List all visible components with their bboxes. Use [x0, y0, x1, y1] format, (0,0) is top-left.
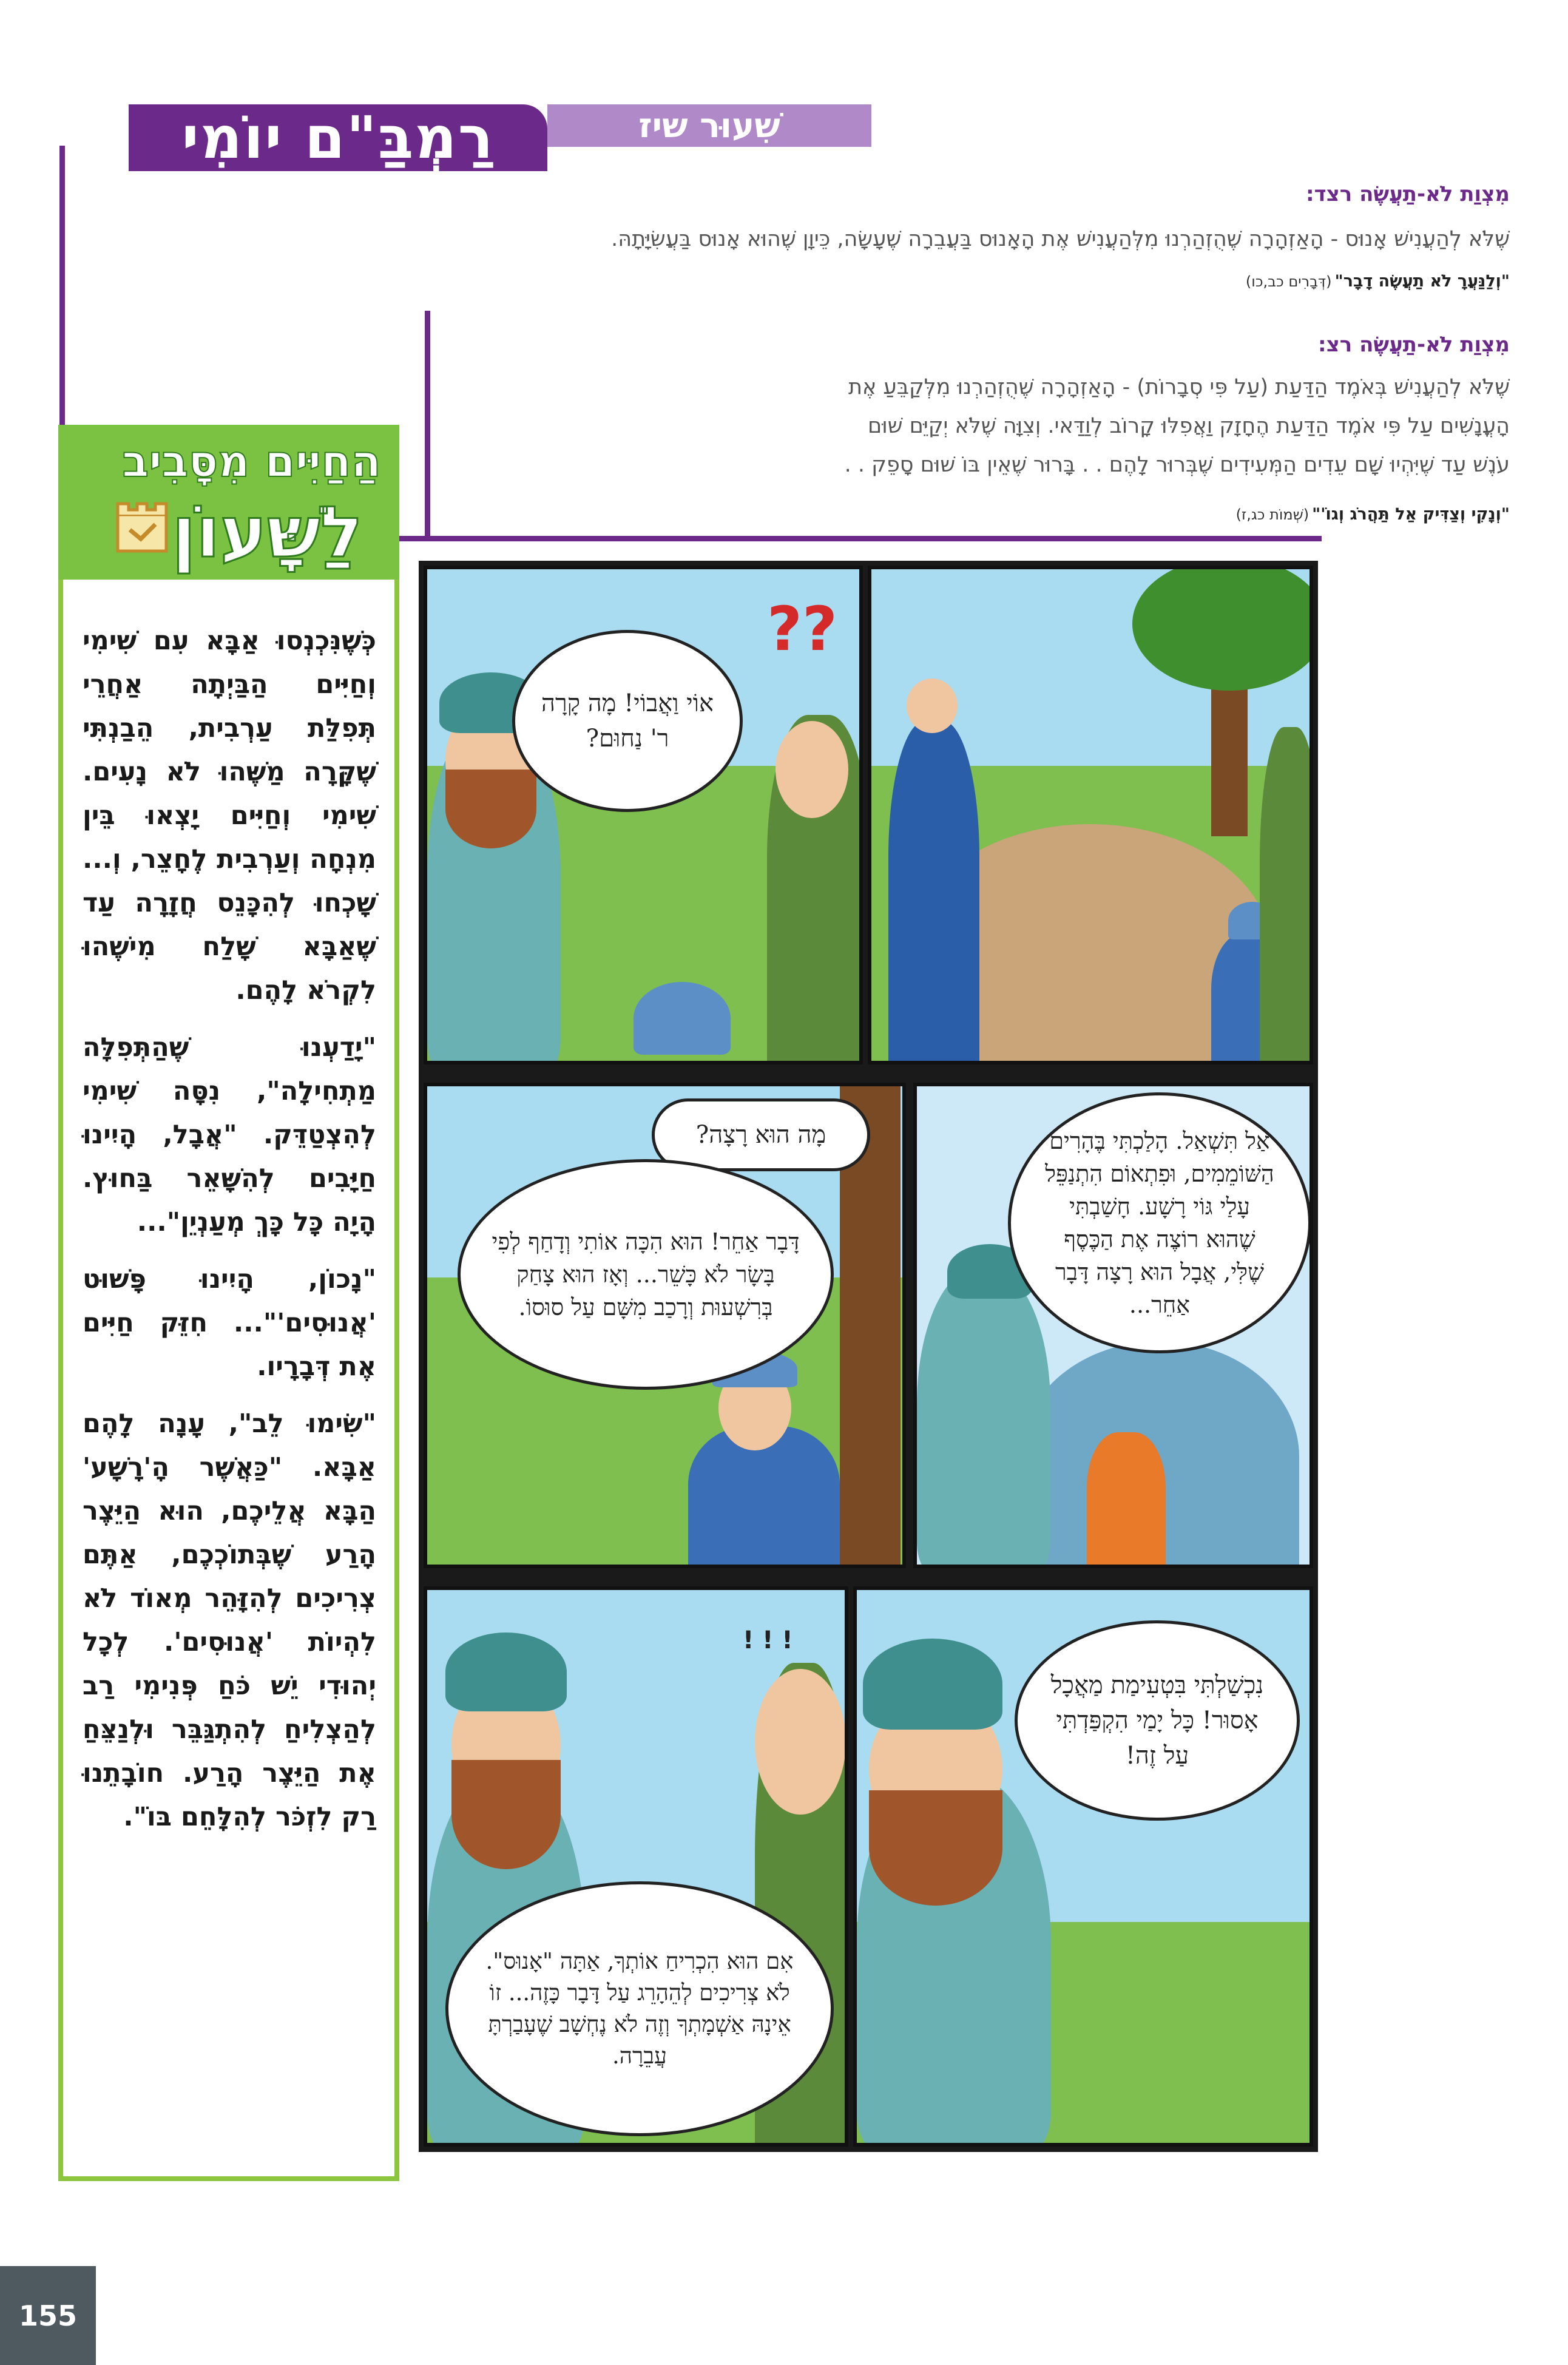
boy-head-kippah	[634, 982, 731, 1055]
injured-man-beard	[445, 770, 536, 848]
comic-panel-6	[424, 1586, 848, 2147]
series-title: רַמְבַּ"ם יוֹמִי	[129, 104, 547, 171]
walking-man-head	[907, 678, 958, 733]
sidebar-banner-top: הַחַיִּים מִסָּבִיב	[122, 436, 381, 487]
comic-panel-5	[853, 1586, 1313, 2147]
speech-bubble: נִכְשַׁלְתִּי בִּטְעִימַת מַאֲכָל אָסוּר! כָּל יָמַי הִקְפַּדְתִּי עַל זֶה!	[1015, 1620, 1300, 1821]
mitzvah-2-verse-line	[1236, 505, 1510, 524]
green-robed-man-head	[755, 1669, 846, 1815]
injured-man-beard	[451, 1760, 561, 1869]
clock-castle-icon	[112, 496, 172, 557]
comic-panel-3	[913, 1083, 1313, 1568]
question-marks: ??	[767, 594, 838, 665]
speech-bubble: דָּבָר אַחֵר! הוּא הִכָּה אוֹתִי וְדָחַף לְפִי בָּשָׂר לֹא כָּשֵׁר... וְאָז הוּא צָחַק בְּרִשְׁעוּת וְרָכַב מִשָּׁם עַל סוּסוֹ.	[458, 1159, 834, 1390]
comic-strip	[419, 561, 1318, 2152]
lesson-label: שִׁעוּר שיז	[547, 104, 871, 147]
attacker-figure	[1087, 1432, 1166, 1568]
speech-bubble: אוֹי וַאֲבוֹי! מָה קָרָה ר' נַחוּם?	[512, 630, 743, 812]
sidebar-paragraph: "נָכוֹן, הָיִינוּ פָּשׁוּט 'אֲנוּסִים'"... חִזֵּק חַיִּים אֶת דְּבָרָיו.	[83, 1264, 376, 1382]
sidebar-paragraph: "יָדַעְנוּ שֶׁהַתְּפִלָּה מַתְחִילָה", נִסָּה שִׁימִי לְהִצְטַדֵּק. "אֲבָל, הָיִינוּ חַיָּבִים לְהִשָּׁאֵר בַּחוּץ. הָיָה כָּל כָּךְ מְעַנְיֵן"...	[83, 1032, 376, 1237]
comic-panel-2	[424, 566, 863, 1064]
mitzvah-2-line-3: עֹנֶשׁ עַד שֶׁיִּהְיוּ שָׁם עֵדִים הַמְּעִידִים שֶׁבְּרוּר לָהֶם . . בָּרוּר שֶׁאֵין בּוֹ שׁוּם סָפֵק . .	[844, 453, 1510, 477]
mitzvah-2-line-1: שֶׁלֹּא לְהַעֲנִישׁ בְּאֹמֶד הַדַּעַת (עַל פִּי סְבָרוֹת) - הָאַזְהָרָה שֶׁהֻזְהַרְנוּ מִלְּקַבֵּעַ אֶת	[848, 375, 1510, 399]
walking-man	[888, 721, 979, 1061]
injured-man-back	[917, 1268, 1050, 1568]
speech-bubble: אַל תִּשְׁאַל. הָלַכְתִּי בֶּהָרִים הַשּׁוֹמֵמִים, וּפִתְאוֹם הִתְנַפֵּל עָלַי גּוֹי רָשָׁע. חָשַׁבְתִּי שֶׁהוּא רוֹצֶה אֶת הַכֶּסֶף שֶׁלִּי, אֲבָל הוּא רָצָה דָּבָר אַחֵר...	[1008, 1092, 1311, 1353]
sidebar-story	[83, 619, 376, 1852]
mitzvah-2-body	[697, 368, 1510, 484]
sidebar-paragraph: כְּשֶׁנִּכְנְסוּ אַבָּא עִם שִׁימִי וְחַיִּים הַבַּיְתָה אַחֲרֵי תְּפִלַּת עַרְבִית, הֵבַנְתִּי שֶׁקָּרָה מַשֶּׁהוּ לֹא נָעִים. שִׁימִי וְחַיִּים יָצְאוּ בֵּין מִנְחָה וְעַרְבִית לֶחָצֵר, וְ... שָׁכְחוּ לְהִכָּנֵס חֲזָרָה עַד שֶׁאַבָּא שָׁלַח מִישֶׁהוּ לִקְרֹא לָהֶם.	[83, 626, 376, 1006]
mitzvah-1-verse: "וְלַנַּעֲרָ לֹא תַעֲשֶׂה דָבָר"	[1334, 272, 1510, 291]
mitzvah-1-verse-line	[1246, 272, 1510, 291]
injured-man-turban	[445, 1632, 567, 1711]
speech-bubble: אִם הוּא הִכְרִיחַ אוֹתְךָ, אַתָּה "אָנוּס". לֹא צְרִיכִים לְהֵהָרֵג עַל דָּבָר כָּזֶה... זוֹ אֵינָהּ אַשְׁמָתְךָ וְזֶה לֹא נֶחְשָׁב שֶׁעָבַרְתָּ עֲבֵרָה.	[445, 1881, 834, 2136]
green-robed-man-head	[776, 721, 848, 818]
injured-man-turban	[863, 1639, 1002, 1730]
comic-panel-4	[424, 1083, 906, 1568]
mitzvah-2-heading: מִצְוַת לֹא-תַעֲשֶׂה רצ:	[1317, 333, 1510, 357]
speech-bubble-question: מָה הוּא רָצָה?	[652, 1098, 870, 1171]
mitzvah-2-verse: "וְנָקִי וְצַדִּיק אַל תַּהֲרֹג וְגוֹ'"	[1312, 505, 1510, 524]
mitzvah-1-heading: מִצְוַת לֹא-תַעֲשֶׂה רצד:	[1305, 182, 1510, 206]
sidebar-banner	[58, 425, 399, 580]
green-robed-man	[1260, 727, 1313, 1064]
emphasis-marks: ! ! !	[743, 1626, 793, 1654]
mitzvah-1-body: שֶׁלֹּא לְהַעֲנִישׁ אָנוּס - הָאַזְהָרָה שֶׁהֻזְהַרְנוּ מִלְּהַעֲנִישׁ אֶת הָאָנוּס בַּעֲבֵרָה שֶׁעָשָׂה, כֵּיוָן שֶׁהוּא אָנוּס בַּעֲשִׂיָּתָהּ.	[611, 227, 1510, 251]
sidebar-paragraph: "שִׂימוּ לֵב", עָנָה לָהֶם אַבָּא. "כַּאֲשֶׁר הָ'רָשָׁע' הַבָּא אֲלֵיכֶם, הוּא הַיֵּצֶר הָרַע שֶׁבְּתוֹכְכֶם, אַתֶּם צְרִיכִים לְהִזָּהֵר מְאוֹד לֹא לִהְיוֹת 'אֲנוּסִים'. לְכָל יְהוּדִי יֵשׁ כֹּחַ פְּנִימִי רַב לְהַצְלִיחַ לְהִתְגַּבֵּר וּלְנַצֵּחַ אֶת הַיֵּצֶר הָרַע. חוֹבָתֵנוּ רַק לִזְכֹּר לְהִלָּחֵם בּוֹ".	[83, 1409, 376, 1832]
injured-man-beard	[869, 1790, 1002, 1906]
mitzvah-2-line-2: הָעֳנָשִׁים עַל פִּי אֹמֶד הַדַּעַת הֶחָזָק וַאֲפִלּוּ קָרוֹב לְוַדַּאי. וְצִוָּה שֶׁלֹּא יְקַיֵּם שׁוּם	[867, 414, 1510, 438]
comic-panel-1	[868, 566, 1313, 1064]
mitzvah-2-source: (שְׁמוֹת כג,ז)	[1235, 506, 1309, 523]
mitzvah-1-source: (דְּבָרִים כב,כו)	[1245, 273, 1332, 290]
sidebar-banner-bottom: לַשָּׁעוֹן	[171, 492, 363, 573]
page-number: 155	[0, 2266, 96, 2365]
